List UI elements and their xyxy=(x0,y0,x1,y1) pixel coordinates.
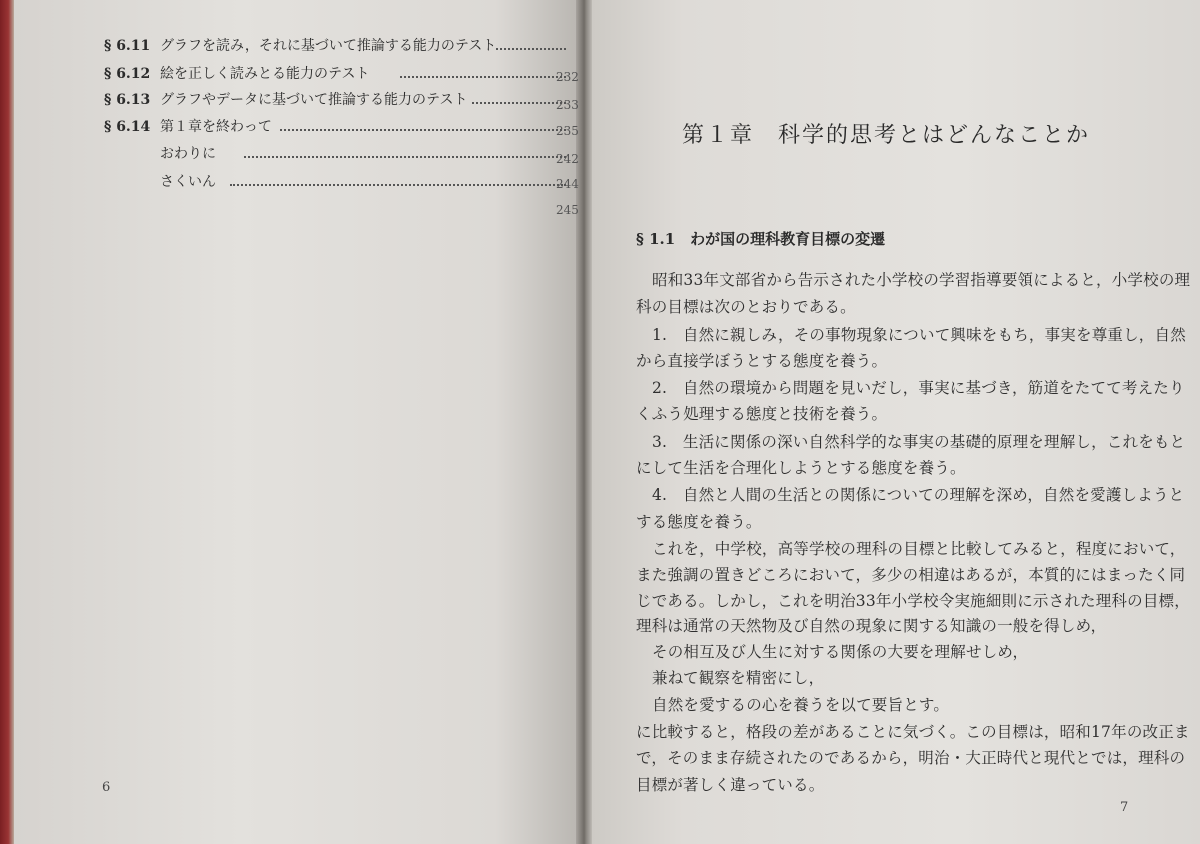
toc-title: 第１章を終わって xyxy=(160,119,272,135)
quote-line: その相互及び人生に対する関係の大要を理解せしめ， xyxy=(652,643,1029,661)
toc-leader-dots xyxy=(244,156,566,158)
body-text-line: にして生活を合理化しようとする態度を養う。 xyxy=(636,459,966,477)
toc-page-number: 242 xyxy=(556,152,579,166)
toc-page-number: 244 xyxy=(556,177,579,191)
toc-entry xyxy=(104,88,574,112)
section-heading: § 1.1 わが国の理科教育目標の変遷 xyxy=(636,230,886,248)
toc-entry xyxy=(104,115,574,139)
body-text-line: これを，中学校，高等学校の理科の目標と比較してみると，程度において， xyxy=(652,540,1186,558)
toc-title: グラフやデータに基づいて推論する能力のテスト xyxy=(160,92,468,108)
body-text-line: 4. 自然と人間の生活との関係についての理解を深め，自然を愛護しようと xyxy=(652,486,1185,504)
toc-entry xyxy=(104,142,574,166)
toc-leader-dots xyxy=(280,129,566,131)
body-text-line: から直接学ぼうとする態度を養う。 xyxy=(636,352,888,370)
toc-title: グラフを読み，それに基づいて推論する能力のテスト xyxy=(160,38,497,54)
left-page-number: 6 xyxy=(102,780,111,795)
body-text-line: する態度を養う。 xyxy=(636,513,762,531)
body-text-line: 昭和33年文部省から告示された小学校の学習指導要領によると，小学校の理 xyxy=(652,271,1191,289)
body-text-line: に比較すると，格段の差があることに気づく。この目標は，昭和17年の改正ま xyxy=(636,723,1190,741)
toc-title: さくいん xyxy=(160,174,216,190)
book-cover-edge xyxy=(0,0,14,844)
toc-section-number: § 6.11 xyxy=(104,38,151,54)
toc-title: おわりに xyxy=(160,146,216,162)
body-text-line: 目標が著しく違っている。 xyxy=(636,776,825,794)
body-text-line: 1. 自然に親しみ，その事物現象について興味をもち，事実を尊重し，自然 xyxy=(652,326,1186,344)
toc-page-number: 235 xyxy=(556,124,579,138)
body-text-line: くふう処理する態度と技術を養う。 xyxy=(636,405,888,423)
toc-leader-dots xyxy=(496,48,566,50)
quote-line: 自然を愛するの心を養うを以て要旨とす。 xyxy=(652,696,950,714)
body-text-line: で，そのまま存続されたのであるから，明治・大正時代と現代とでは，理科の xyxy=(636,749,1186,767)
toc-section-number: § 6.13 xyxy=(104,92,151,108)
toc-entry xyxy=(104,62,574,86)
toc-page-number: 233 xyxy=(556,98,579,112)
toc-entry xyxy=(104,34,574,58)
toc-leader-dots xyxy=(400,76,566,78)
toc-section-number: § 6.12 xyxy=(104,66,151,82)
body-text-line: 2. 自然の環境から問題を見いだし，事実に基づき，筋道をたてて考えたり xyxy=(652,379,1185,397)
body-text-line: また強調の置きどころにおいて，多少の相違はあるが，本質的にはまったく同 xyxy=(636,566,1186,584)
toc-entry xyxy=(104,170,574,194)
toc-leader-dots xyxy=(230,184,566,186)
right-page-number: 7 xyxy=(1120,800,1129,815)
toc-section-number: § 6.14 xyxy=(104,119,151,135)
quote-line: 理科は通常の天然物及び自然の現象に関する知識の一般を得しめ， xyxy=(636,617,1107,635)
toc-title: 絵を正しく読みとる能力のテスト xyxy=(160,66,370,82)
chapter-title: 第１章 科学的思考とはどんなことか xyxy=(682,123,1091,148)
body-text-line: じである。しかし，これを明治33年小学校令実施細則に示された理科の目標， xyxy=(636,592,1190,610)
toc-page-number: 232 xyxy=(556,70,579,84)
toc-leader-dots xyxy=(472,102,566,104)
toc-page-number: 245 xyxy=(556,203,579,217)
body-text-line: 3. 生活に関係の深い自然科学的な事実の基礎的原理を理解し，これをもと xyxy=(652,433,1186,451)
quote-line: 兼ねて観察を精密にし， xyxy=(652,669,825,687)
body-text-line: 科の目標は次のとおりである。 xyxy=(636,298,856,316)
